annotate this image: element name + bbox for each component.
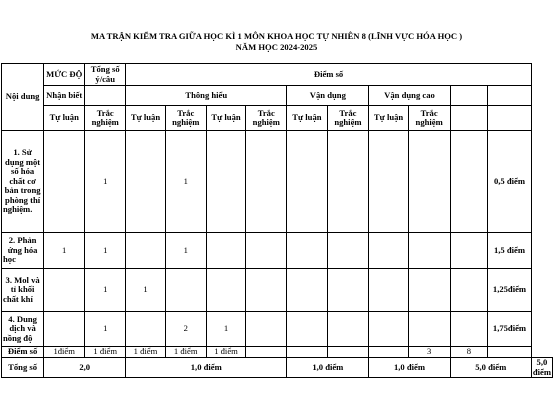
table-row: [2, 131, 553, 233]
school-year: NĂM HỌC 2024-2025: [235, 42, 318, 52]
table-cell: [44, 312, 85, 347]
table-cell: [450, 233, 488, 269]
table-cell: [450, 312, 488, 347]
header-empty: [488, 86, 532, 106]
header-van-dung-cao: Vận dụng cao: [369, 86, 450, 106]
header-trac-nghiem: Trắc nghiệm: [408, 106, 450, 131]
header-trac-nghiem: Trắc nghiệm: [85, 106, 126, 131]
header-empty: [450, 106, 488, 131]
table-cell: [327, 269, 369, 312]
table-cell: [246, 312, 287, 347]
row-label: 1. Sử dụng một số hóa chất cơ bản trong phòng thí nghiệm.: [2, 131, 44, 233]
total-col-e: 5,0 điểm: [450, 358, 531, 378]
table-cell: [206, 269, 246, 312]
table-cell: [287, 269, 327, 312]
table-cell: 1: [165, 233, 206, 269]
total-van-dung: 1,0 điểm: [287, 358, 369, 378]
header-muc-do: MỨC ĐỘ: [44, 64, 85, 86]
row-points: 1,5 điểm: [488, 233, 532, 269]
header-empty: [450, 86, 488, 106]
header-van-dung: Vận dụng: [287, 86, 369, 106]
total-van-dung-cao: 1,0 điểm: [369, 358, 450, 378]
header-tu-luan: Tự luận: [206, 106, 246, 131]
table-cell: 1: [85, 269, 126, 312]
header-tu-luan: Tự luận: [44, 106, 85, 131]
table-cell: [287, 312, 327, 347]
header-trac-nghiem: Trắc nghiệm: [246, 106, 287, 131]
row-points: 1,25điểm: [488, 269, 532, 312]
table-cell: 1: [165, 131, 206, 233]
table-cell: 1: [85, 131, 126, 233]
table-cell: 1: [85, 312, 126, 347]
table-cell: [246, 347, 287, 358]
table-cell: [369, 269, 408, 312]
table-cell: 1: [206, 312, 246, 347]
total-nhan-biet: 2,0: [44, 358, 126, 378]
table-cell: 1 điểm: [206, 347, 246, 358]
table-cell: [246, 131, 287, 233]
header-tu-luan: Tự luận: [126, 106, 166, 131]
table-cell: [450, 131, 488, 233]
table-cell: [327, 131, 369, 233]
table-cell: [327, 347, 369, 358]
test-matrix-table: [1, 63, 553, 378]
table-cell: [287, 131, 327, 233]
table-cell: [408, 233, 450, 269]
total-points: 5,0 điểm: [532, 357, 551, 377]
table-cell: 1: [126, 269, 166, 312]
table-row: [2, 347, 553, 358]
header-diem-so: Điểm số: [126, 64, 532, 86]
table-cell: 1 điểm: [165, 347, 206, 358]
header-thong-hieu: Thông hiểu: [126, 86, 287, 106]
row-label: Điểm số: [2, 347, 44, 358]
total-thong-hieu: 1,0 điểm: [126, 358, 287, 378]
table-cell: [369, 131, 408, 233]
table-cell: [369, 233, 408, 269]
table-cell: [327, 233, 369, 269]
table-cell: [126, 131, 166, 233]
table-cell: [165, 269, 206, 312]
header-tong-so-y-cau: Tổng số ý/câu: [85, 64, 126, 86]
header-nhan-biet: Nhận biết: [44, 86, 85, 106]
row-label: 4. Dung dịch và nồng độ: [2, 312, 44, 347]
table-cell: [246, 233, 287, 269]
table-row: [2, 312, 553, 347]
table-cell: 1điểm: [44, 347, 85, 358]
table-cell: [246, 269, 287, 312]
table-cell: [408, 312, 450, 347]
table-row: [2, 358, 553, 378]
header-empty: [85, 86, 126, 106]
header-tu-luan: Tự luận: [369, 106, 408, 131]
header-trac-nghiem: Trắc nghiệm: [165, 106, 206, 131]
header-tu-luan: Tự luận: [287, 106, 327, 131]
table-cell: [369, 312, 408, 347]
row-label: 2. Phản ứng hóa học: [2, 233, 44, 269]
header-noi-dung: Nội dung: [2, 64, 44, 131]
table-cell: [44, 131, 85, 233]
table-row: [2, 233, 553, 269]
table-cell: [126, 233, 166, 269]
table-cell: 3: [408, 347, 450, 358]
table-cell: [206, 233, 246, 269]
table-cell: [126, 312, 166, 347]
table-cell: [408, 131, 450, 233]
row-label: Tổng số: [2, 358, 44, 378]
header-empty: [488, 106, 532, 131]
table-cell: 8: [450, 347, 488, 358]
table-cell: [287, 347, 327, 358]
document-title: MA TRẬN KIỂM TRA GIỮA HỌC KÌ 1 MÔN KHOA HỌC TỰ NHIÊN 8 (LĨNH VỰC HÓA HỌC ): [90, 31, 463, 41]
table-cell: [408, 269, 450, 312]
table-cell: 1: [85, 233, 126, 269]
table-cell: 1 điểm: [85, 347, 126, 358]
table-cell: [327, 312, 369, 347]
table-cell: 2: [165, 312, 206, 347]
row-points: 0,5 điểm: [488, 131, 532, 233]
row-label: 3. Mol và tỉ khối chất khí: [2, 269, 44, 312]
table-cell: [488, 347, 532, 358]
table-cell: 1: [44, 233, 85, 269]
table-cell: [287, 233, 327, 269]
table-cell: [369, 347, 408, 358]
row-points: 1,75điểm: [488, 312, 532, 347]
table-cell: [206, 131, 246, 233]
table-cell: 1 điểm: [126, 347, 166, 358]
table-cell: [450, 269, 488, 312]
header-trac-nghiem: Trắc nghiệm: [327, 106, 369, 131]
table-cell: [44, 269, 85, 312]
table-row: [2, 269, 553, 312]
